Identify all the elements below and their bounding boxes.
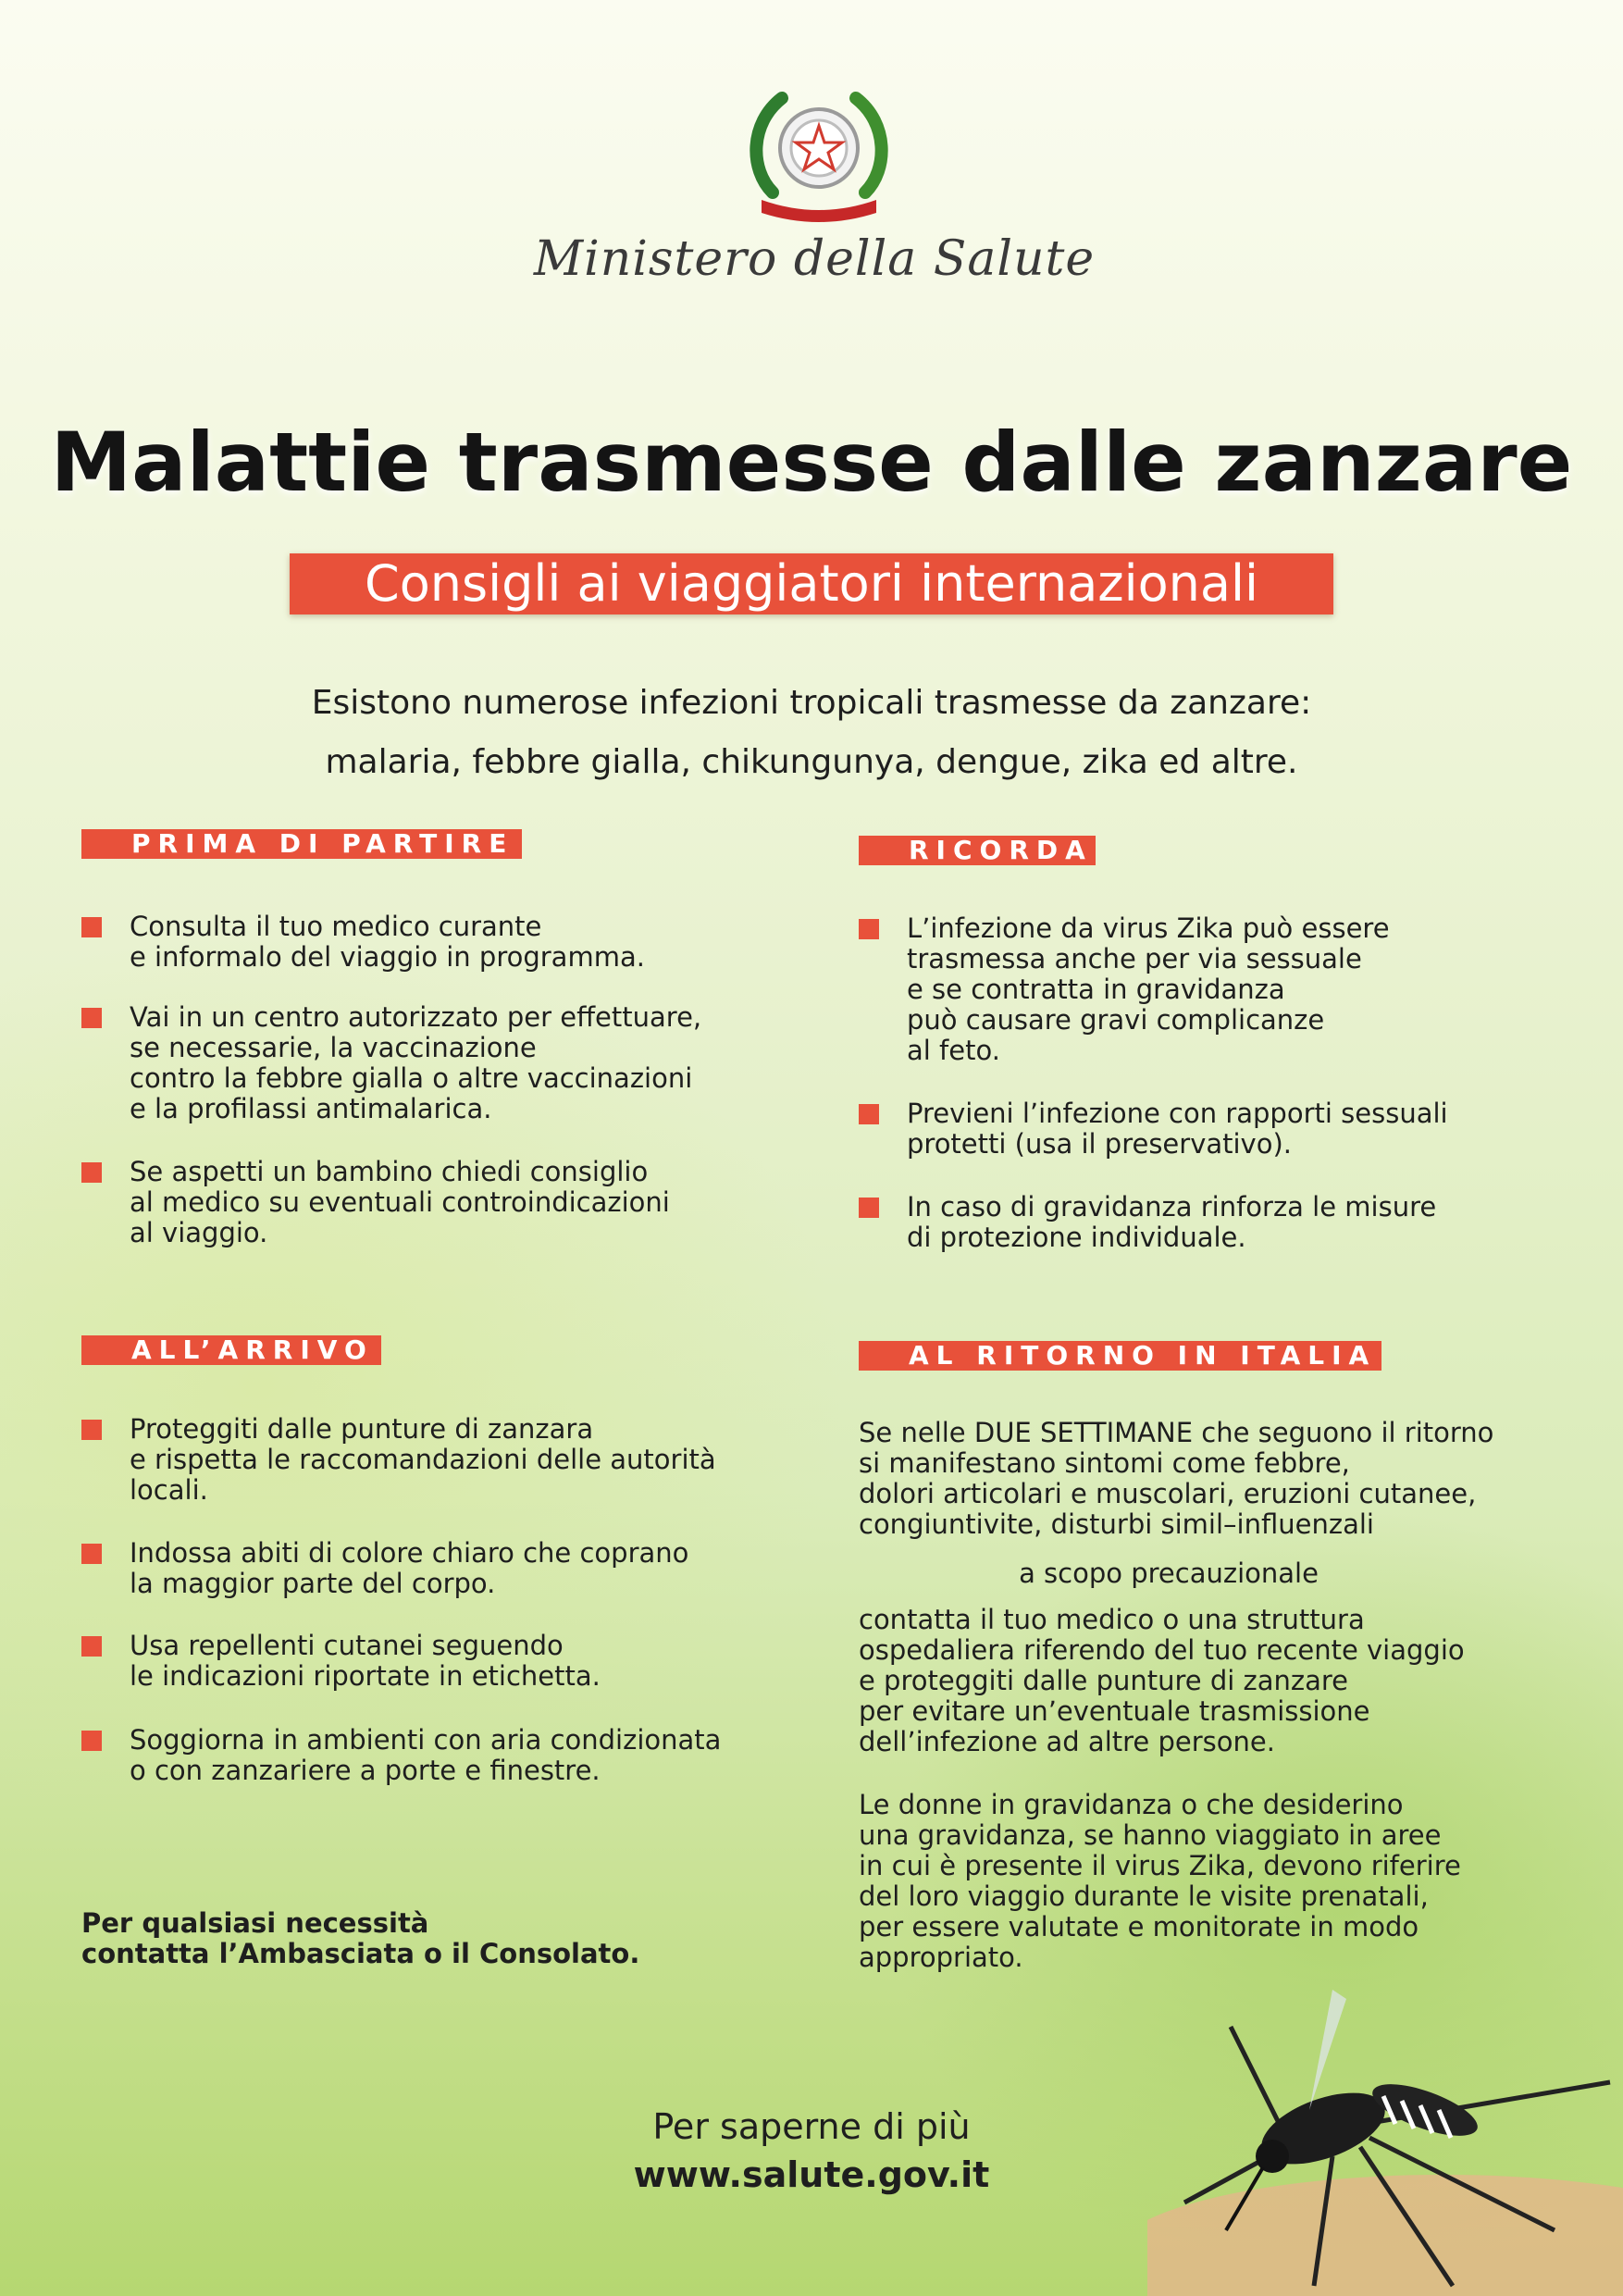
ministry-name: Ministero della Salute [533, 231, 1096, 287]
intro [0, 674, 1623, 792]
section-label-arrivo: ALL’ARRIVO [81, 1335, 381, 1365]
page-title: Malattie trasmesse dalle zanzare [50, 415, 1573, 510]
bullet-icon [81, 1544, 102, 1564]
ritorno-paragraph-2: contatta il tuo medico o una struttura ospedaliera riferendo del tuo recente viaggio e proteggiti dalle punture di zanzare per evitare un’eventuale trasmissione dell’infezione ad altre persone. [859, 1604, 1465, 1757]
bullet-icon [81, 917, 102, 937]
ritorno-paragraph-1: Se nelle DUE SETTIMANE che seguono il ritorno si manifestano sintomi come febbre, dolori articolari e muscolari, eruzioni cutanee, congiuntivite, disturbi simil–influenzali [859, 1417, 1494, 1540]
more-info-label: Per saperne di più [652, 2106, 971, 2147]
list-item: Se aspetti un bambino chiedi consiglio al medico su eventuali controindicazioni al viaggio. [81, 1157, 785, 1248]
list-item: L’infezione da virus Zika può essere trasmessa anche per via sessuale e se contratta in gravidanza può causare gravi complicanze al feto. [859, 913, 1580, 1066]
list-item: In caso di gravidanza rinforza le misure di protezione individuale. [859, 1192, 1580, 1253]
list-item: Soggiorna in ambienti con aria condizionata o con zanzariere a porte e finestre. [81, 1725, 812, 1786]
bullet-icon [81, 1008, 102, 1028]
list-item: Proteggiti dalle punture di zanzara e rispetta le raccomandazioni delle autorità locali. [81, 1414, 812, 1506]
bullet-icon [859, 1198, 879, 1218]
bullet-icon [859, 919, 879, 939]
bullet-icon [81, 1731, 102, 1751]
intro-line-1: Esistono numerose infezioni tropicali trasmesse da zanzare: [311, 684, 1312, 722]
bullet-icon [81, 1420, 102, 1440]
page-subtitle: Consigli ai viaggiatori internazionali [290, 553, 1333, 614]
bullet-icon [859, 1104, 879, 1124]
contact-note: Per qualsiasi necessità contatta l’Ambasciata o il Consolato. [81, 1907, 640, 1969]
list-item: Consulta il tuo medico curante e informalo del viaggio in programma. [81, 912, 785, 973]
intro-line-2: malaria, febbre gialla, chikungunya, dengue, zika ed altre. [325, 743, 1298, 781]
list-item: Usa repellenti cutanei seguendo le indicazioni riportate in etichetta. [81, 1631, 812, 1692]
bullet-icon [81, 1162, 102, 1183]
website-link[interactable]: www.salute.gov.it [633, 2154, 990, 2195]
section-label-ricorda: RICORDA [859, 836, 1096, 865]
mosquito-illustration [1147, 1925, 1623, 2296]
section-label-prima: PRIMA DI PARTIRE [81, 829, 522, 859]
italian-republic-emblem [745, 81, 893, 230]
list-item: Previeni l’infezione con rapporti sessuali protetti (usa il preservativo). [859, 1098, 1580, 1160]
list-item: Indossa abiti di colore chiaro che coprano la maggior parte del corpo. [81, 1538, 812, 1599]
more-info [534, 2103, 1089, 2199]
ritorno-precaution: a scopo precauzionale [1019, 1558, 1319, 1589]
list-item: Vai in un centro autorizzato per effettuare, se necessarie, la vaccinazione contro la febbre gialla o altre vaccinazioni e la profilassi antimalarica. [81, 1002, 785, 1124]
bullet-icon [81, 1636, 102, 1657]
ritorno-paragraph-3: Le donne in gravidanza o che desiderino una gravidanza, se hanno viaggiato in aree in cui è presente il virus Zika, devono riferire del loro viaggio durante le visite prenatali, per essere valutate e monitorate in modo appropriato. [859, 1789, 1461, 1973]
section-label-ritorno: AL RITORNO IN ITALIA [859, 1341, 1381, 1371]
